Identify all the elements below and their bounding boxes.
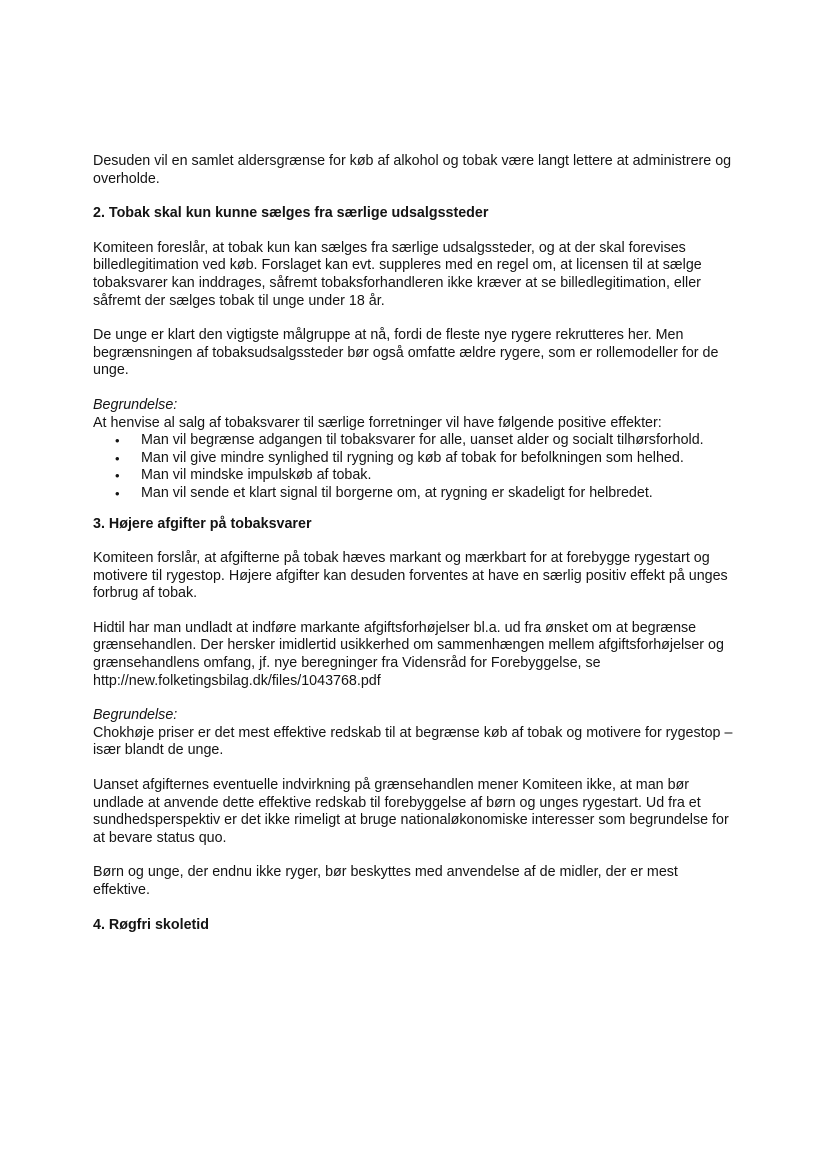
bullet-icon: • [115,468,120,484]
intro-paragraph: Desuden vil en samlet aldersgrænse for køb af alkohol og tobak være langt lettere at administrere og overholde. [93,153,732,187]
section-3-rationale-text: Chokhøje priser er det mest effektive redskab til at begrænse køb af tobak og motivere for rygestop – især blandt de unge. [93,724,733,759]
section-2-rationale-intro: At henvise al salg af tobaksvarer til særlige forretninger vil have følgende positive effekter: [93,414,662,431]
section-2-heading: 2. Tobak skal kun kunne sælges fra særlige udsalgssteder [93,205,489,222]
list-item [93,467,733,485]
section-3-paragraph-1: Komiteen forslår, at afgifterne på tobak hæves markant og mærkbart for at forebygge rygestart og motivere til rygestop. Højere afgifter kan desuden forventes at have en særlig positiv effekt på unges forbrug af tobak. [93,550,728,602]
bullet-icon: • [115,450,120,466]
list-item [93,432,733,450]
list-item-text: Man vil sende et klart signal til borgerne om, at rygning er skadeligt for helbredet. [141,484,653,501]
list-item [93,450,733,468]
list-item-text: Man vil begrænse adgangen til tobaksvarer for alle, uanset alder og socialt tilhørsforhold. [141,432,704,449]
list-item-text: Man vil give mindre synlighed til rygning og køb af tobak for befolkningen som helhed. [141,449,684,466]
section-3-paragraph-4: Børn og unge, der endnu ikke ryger, bør beskyttes med anvendelse af de midler, der er mest effektive. [93,864,678,898]
section-3-paragraph-3: Uanset afgifternes eventuelle indvirkning på grænsehandlen mener Komiteen ikke, at man bør undlade at anvende dette effektive redskab til forebyggelse af børn og unges rygestart. Ud fra et sundhedsperspektiv er det ikke rimeligt at bruge nationaløkonomiske interesser som begrundelse for at bevare status quo. [93,777,729,846]
section-2-rationale-label: Begrundelse: [93,396,178,413]
section-3-rationale-label: Begrundelse: [93,707,178,724]
section-3-heading: 3. Højere afgifter på tobaksvarer [93,515,312,532]
section-2-paragraph-2: De unge er klart den vigtigste målgruppe at nå, fordi de fleste nye rygere rekrutteres her. Men begrænsningen af tobaksudsalgssteder bør også omfatte ældre rygere, som er rollemodeller for de unge. [93,327,719,379]
section-2-paragraph-1: Komiteen foreslår, at tobak kun kan sælges fra særlige udsalgssteder, og at der skal forevises billedlegitimation ved køb. Forslaget kan evt. suppleres med en regel om, at licensen til at sælge tobaksvarer kan inddrages, såfremt tobaksforhandleren ikke kræver at se billedlegitimation, eller såfremt der sælges tobak til unge under 18 år. [93,239,702,309]
bullet-icon: • [115,433,120,449]
list-item [93,485,733,503]
list-item-text: Man vil mindske impulskøb af tobak. [141,467,372,484]
section-3-paragraph-2: Hidtil har man undladt at indføre markante afgiftsforhøjelser bl.a. ud fra ønsket om at begrænse grænsehandlen. Der hersker imidlertid usikkerhed om sammenhængen mellem afgiftsforhøjelser og grænsehandlens omfang, jf. nye beregninger fra Vidensråd for Forebyggelse, se http://new.folketingsbilag.dk/files/1043768.pdf [93,619,724,689]
section-2-bullet-list [93,432,733,502]
section-4-heading: 4. Røgfri skoletid [93,916,209,933]
bullet-icon: • [115,485,120,501]
document-page [93,153,733,934]
